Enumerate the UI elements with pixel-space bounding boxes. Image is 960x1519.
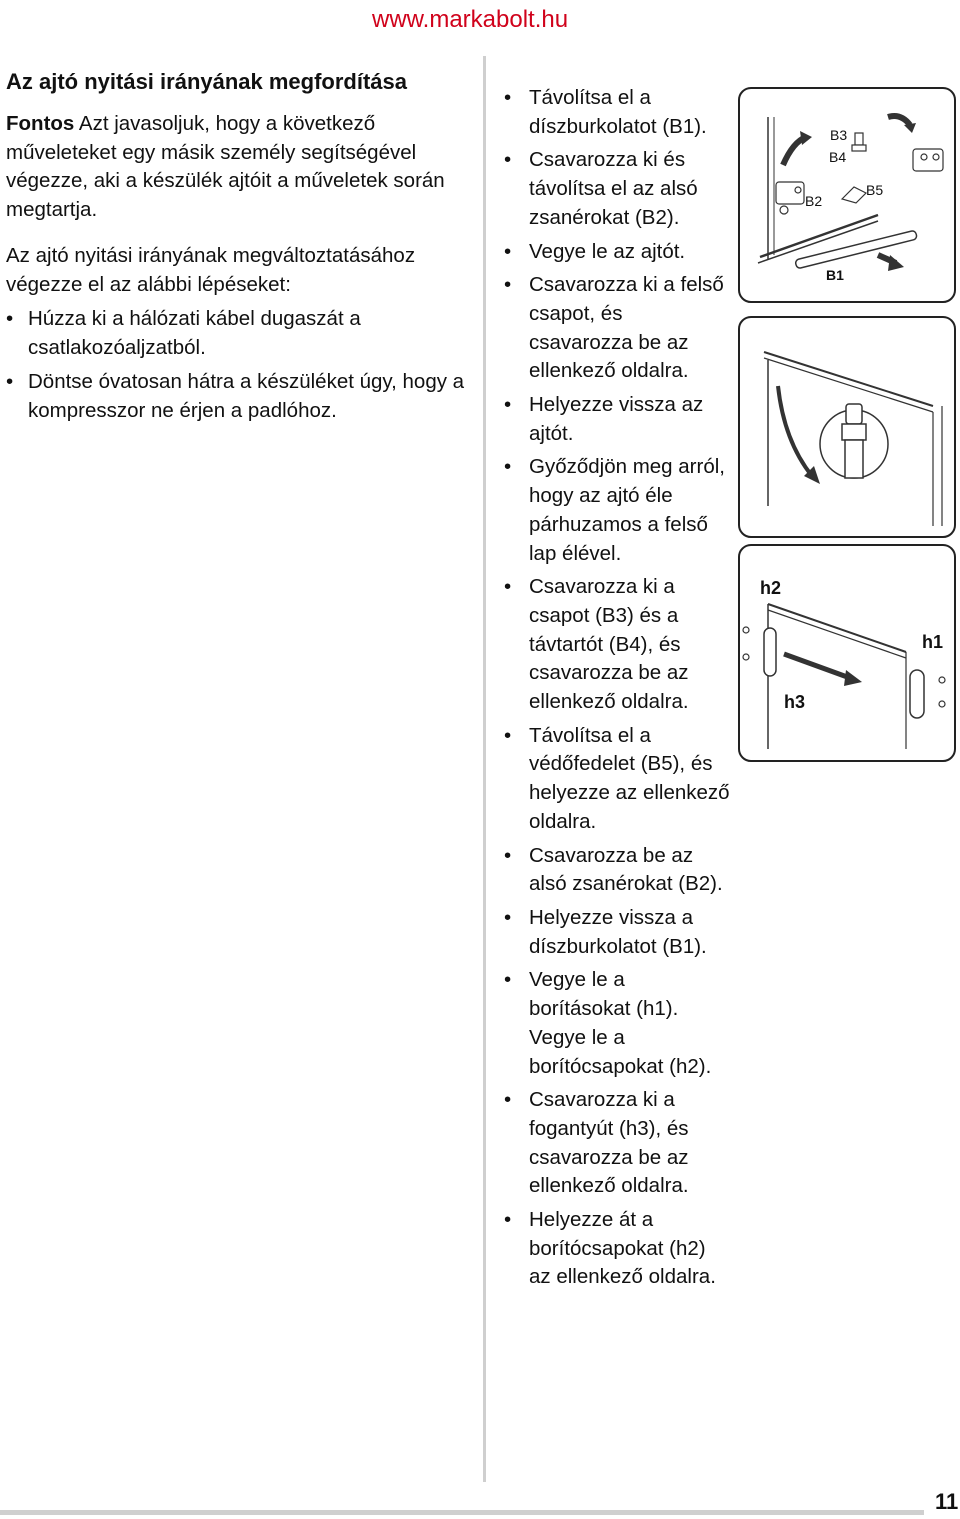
label-h1: h1 [922,632,944,652]
label-h2: h2 [760,578,782,598]
label-h3: h3 [784,692,806,712]
hinge-illustration [738,87,956,303]
steps-column [504,84,730,1297]
note-label: Fontos [6,112,75,135]
list-item: • Csavarozza ki és távolítsa el az alsó zsanérokat (B2). [504,146,730,232]
top-pin-illustration [738,316,956,538]
important-note [6,110,476,224]
label-b5: B5 [866,182,884,198]
footer-rule [0,1510,924,1515]
list-item: • Csavarozza ki a felső csapot, és csavarozza be az ellenkező oldalra. [504,271,730,386]
prep-list [6,305,476,425]
list-item: • Távolítsa el a díszburkolatot (B1). [504,84,730,141]
section-heading: Az ajtó nyitási irányának megfordítása [6,69,408,94]
note-text: Azt javasoljuk, hogy a következő műveleteket egy másik személy segítségével végezze, aki a készülék ajtóit a műveletek során megtartja. [6,112,445,221]
list-item: • Távolítsa el a védőfedelet (B5), és helyezze az ellenkező oldalra. [504,722,730,837]
column-divider [483,56,486,1482]
list-item: • Döntse óvatosan hátra a készüléket úgy, hogy a kompresszor ne érjen a padlóhoz. [6,368,476,425]
list-item: • Húzza ki a hálózati kábel dugaszát a csatlakozóaljzatból. [6,305,476,362]
list-item: • Csavarozza be az alsó zsanérokat (B2). [504,842,730,899]
label-b3: B3 [830,127,848,143]
list-item: • Helyezze vissza a díszburkolatot (B1). [504,904,730,961]
left-column [6,68,476,431]
page-number: 11 [935,1489,959,1514]
label-b1: B1 [826,267,844,283]
label-b2: B2 [805,193,823,209]
list-item: • Győződjön meg arról, hogy az ajtó éle párhuzamos a felső lap élével. [504,453,730,568]
label-b4: B4 [829,149,847,165]
list-item: • Vegye le az ajtót. [504,238,730,267]
handle-illustration [738,544,956,762]
list-item: • Csavarozza ki a fogantyút (h3), és csavarozza be az ellenkező oldalra. [504,1086,730,1201]
site-url[interactable]: www.markabolt.hu [372,6,569,33]
list-item: • Vegye le a borításokat (h1). Vegye le a borítócsapokat (h2). [504,966,730,1081]
list-item: • Helyezze vissza az ajtót. [504,391,730,448]
steps-list [504,84,730,1292]
list-item: • Helyezze át a borítócsapokat (h2) az ellenkező oldalra. [504,1206,730,1292]
list-item: • Csavarozza ki a csapot (B3) és a távtartót (B4), és csavarozza be az ellenkező oldalra. [504,573,730,717]
intro-text: Az ajtó nyitási irányának megváltoztatásához végezze el az alábbi lépéseket: [6,244,416,296]
